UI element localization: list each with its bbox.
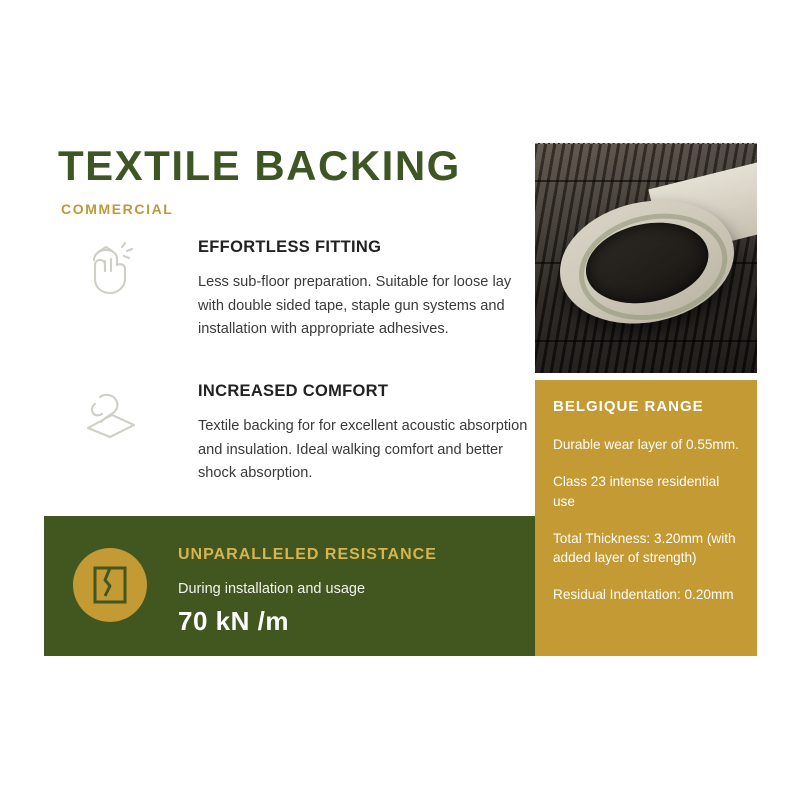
resistance-title: UNPARALLELED RESISTANCE: [178, 546, 437, 563]
textile-backed-vinyl-roll-photo: [535, 143, 757, 373]
spec-item: Total Thickness: 3.20mm (with added layer of strength): [553, 530, 736, 566]
feature-effortless-fitting: [80, 238, 540, 342]
feature-text: Textile backing for for excellent acoustic absorption and insulation. Ideal walking comfort and better shock absorption.: [198, 418, 528, 482]
tear-strength-icon: [73, 548, 147, 622]
resistance-subtitle: During installation and usage: [178, 581, 366, 597]
page-subtitle: COMMERCIAL: [61, 201, 174, 217]
spec-item: Durable wear layer of 0.55mm.: [553, 437, 739, 452]
resistance-value: 70 kN /m: [178, 606, 289, 636]
page-title: TEXTILE BACKING: [58, 142, 461, 189]
resistance-panel: [44, 516, 535, 656]
spec-panel: [535, 380, 757, 656]
plank-seam: [535, 340, 757, 342]
feature-text: Less sub-floor preparation. Suitable for loose lay with double sided tape, staple gun systems and installation with appropriate adhesives.: [198, 274, 512, 338]
spec-item: Class 23 intense residential use: [553, 474, 720, 509]
feature-increased-comfort: [80, 382, 540, 486]
hand-fabric-icon: [80, 240, 142, 298]
feature-title: INCREASED COMFORT: [198, 382, 389, 400]
feature-title: EFFORTLESS FITTING: [198, 238, 382, 256]
spec-item: Residual Indentation: 0.20mm: [553, 587, 734, 603]
spec-panel-title: BELGIQUE RANGE: [553, 398, 704, 415]
foot-comfort-icon: [80, 384, 142, 442]
